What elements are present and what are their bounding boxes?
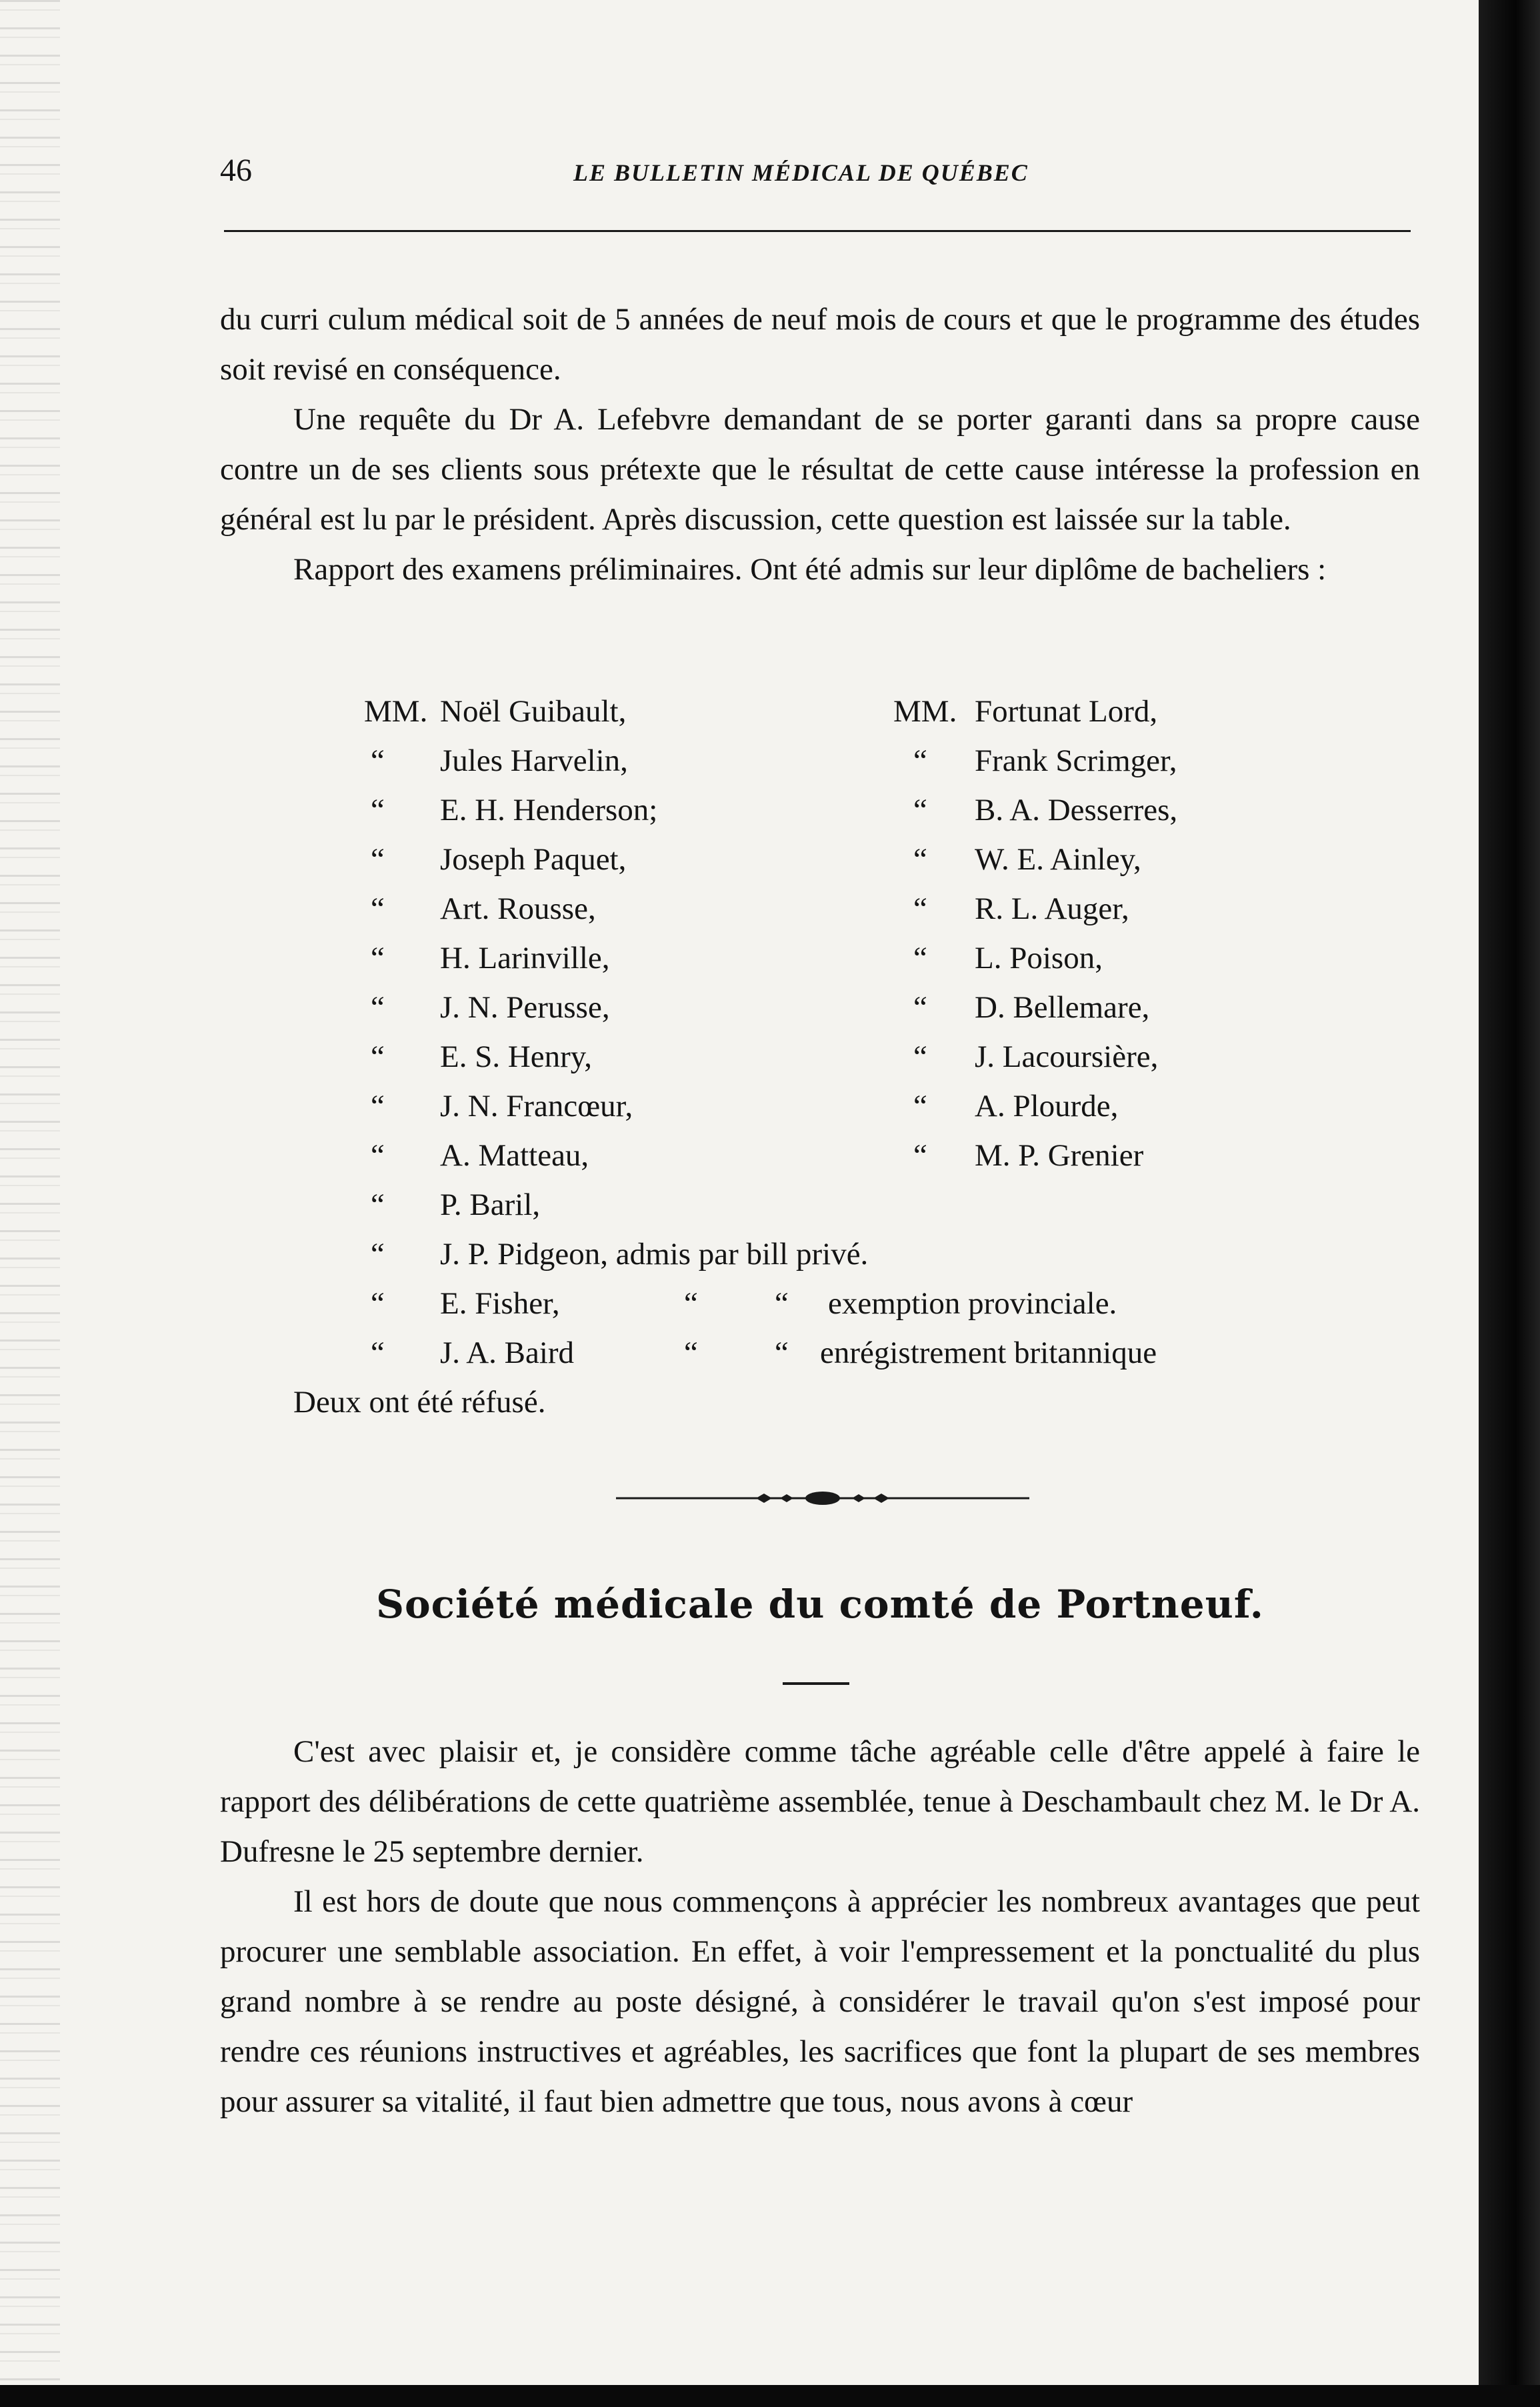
list-name: A. Plourde, — [975, 1089, 1119, 1123]
list-prefix: “ — [371, 1138, 385, 1173]
page-header — [220, 152, 1415, 192]
list-name: M. P. Grenier — [975, 1138, 1144, 1173]
section-title: Société médicale du comté de Portneuf. — [376, 1582, 1264, 1627]
paragraph-curriculum: du curri culum médical soit de 5 années de neuf mois de cours et que le programme des études soit revisé en conséquence. — [220, 302, 1420, 387]
ornament-divider — [616, 1488, 1029, 1508]
scan-bottom-edge — [0, 2385, 1540, 2407]
list-name: E. S. Henry, — [440, 1039, 593, 1074]
list-name: J. A. Baird — [440, 1336, 575, 1370]
list-reason: exemption provinciale. — [828, 1286, 1117, 1321]
admitted-list — [220, 693, 1420, 1420]
list-name: Frank Scrimger, — [975, 743, 1177, 778]
list-name: Joseph Paquet, — [440, 842, 627, 877]
list-row — [220, 1137, 1420, 1187]
list-prefix: “ — [913, 990, 927, 1025]
list-name: Fortunat Lord, — [975, 694, 1158, 729]
list-prefix: “ — [371, 1286, 385, 1321]
list-name: B. A. Desserres, — [975, 793, 1178, 827]
list-name: Art. Rousse, — [440, 891, 596, 926]
list-name: E. Fisher, — [440, 1286, 560, 1321]
list-prefix: “ — [913, 1039, 927, 1074]
list-row — [220, 1088, 1420, 1137]
list-prefix: “ — [371, 1237, 385, 1272]
list-prefix: “ — [913, 1138, 927, 1173]
list-name: P. Baril, — [440, 1187, 541, 1222]
list-row — [220, 940, 1420, 989]
list-prefix: MM. — [893, 694, 957, 729]
paragraph-plaisir: C'est avec plaisir et, je considère comme tâche agréable celle d'être appelé à faire le rapport des délibérations de cette quatrième assemblée, tenue à Deschambault chez M. le Dr A. Dufresne le 25 septembre dernier. — [220, 1734, 1420, 1869]
ditto-mark: “ — [684, 1336, 698, 1370]
list-prefix: “ — [371, 990, 385, 1025]
list-prefix: “ — [913, 842, 927, 877]
list-prefix: “ — [913, 743, 927, 778]
list-prefix: “ — [913, 941, 927, 975]
list-prefix: “ — [371, 941, 385, 975]
scan-right-edge — [1479, 0, 1540, 2407]
section-rule — [783, 1682, 849, 1685]
ditto-mark: “ — [775, 1286, 789, 1321]
list-prefix: “ — [371, 1039, 385, 1074]
list-row — [220, 989, 1420, 1039]
list-name: L. Poison, — [975, 941, 1103, 975]
list-row — [220, 1039, 1420, 1088]
list-name: W. E. Ainley, — [975, 842, 1141, 877]
list-row — [220, 1384, 1420, 1434]
paragraph-avantages: Il est hors de doute que nous commençons à apprécier les nombreux avantages que peut procurer une semblable association. En effet, à voir l'empressement et la ponctualité du plus grand nombre à se rendre au poste désigné, à considérer le travail qu'on s'est imposé pour rendre ces réunions instructives et agréables, les sacrifices que font la plupart de ses membres pour assurer sa vitalité, il faut bien admettre que tous, nous avons à cœur — [220, 1884, 1420, 2119]
list-name: J. N. Francœur, — [440, 1089, 633, 1123]
ditto-mark: “ — [775, 1336, 789, 1370]
list-name: A. Matteau, — [440, 1138, 589, 1173]
header-rule — [224, 230, 1411, 232]
refused-note: Deux ont été réfusé. — [293, 1385, 546, 1420]
list-reason: enrégistrement britannique — [820, 1336, 1157, 1370]
list-prefix: “ — [371, 793, 385, 827]
list-name: Jules Harvelin, — [440, 743, 628, 778]
list-prefix: “ — [371, 743, 385, 778]
list-row — [220, 1286, 1420, 1335]
list-row — [220, 841, 1420, 891]
top-text — [220, 295, 1420, 595]
list-prefix: “ — [371, 842, 385, 877]
list-prefix: “ — [913, 891, 927, 926]
list-name: Noël Guibault, — [440, 694, 627, 729]
journal-title: LE BULLETIN MÉDICAL DE QUÉBEC — [573, 159, 1029, 186]
list-prefix: “ — [913, 1089, 927, 1123]
list-prefix: “ — [913, 793, 927, 827]
list-row — [220, 1187, 1420, 1236]
list-row — [220, 891, 1420, 940]
section-text — [220, 1727, 1420, 2127]
paragraph-rapport: Rapport des examens préliminaires. Ont été admis sur leur diplôme de bacheliers : — [293, 552, 1327, 587]
list-name: E. H. Henderson; — [440, 793, 658, 827]
list-name: D. Bellemare, — [975, 990, 1150, 1025]
list-row — [220, 792, 1420, 841]
list-prefix: “ — [371, 891, 385, 926]
list-prefix: MM. — [364, 694, 428, 729]
list-name: J. N. Perusse, — [440, 990, 610, 1025]
list-row — [220, 693, 1420, 743]
list-prefix: “ — [371, 1187, 385, 1222]
list-row — [220, 1236, 1420, 1286]
list-row — [220, 1335, 1420, 1384]
list-name: J. Lacoursière, — [975, 1039, 1159, 1074]
list-row — [220, 743, 1420, 792]
scan-left-edge — [0, 0, 60, 2407]
list-prefix: “ — [371, 1336, 385, 1370]
ditto-mark: “ — [684, 1286, 698, 1321]
page-number: 46 — [220, 153, 252, 188]
list-prefix: “ — [371, 1089, 385, 1123]
list-name: J. P. Pidgeon, admis par bill privé. — [440, 1237, 869, 1272]
list-name: H. Larinville, — [440, 941, 610, 975]
paragraph-requete: Une requête du Dr A. Lefebvre demandant de se porter garanti dans sa propre cause contre un de ses clients sous prétexte que le résultat de cette cause intéresse la profession en général est lu par le président. Après discussion, cette question est laissée sur la table. — [220, 402, 1420, 537]
list-name: R. L. Auger, — [975, 891, 1129, 926]
